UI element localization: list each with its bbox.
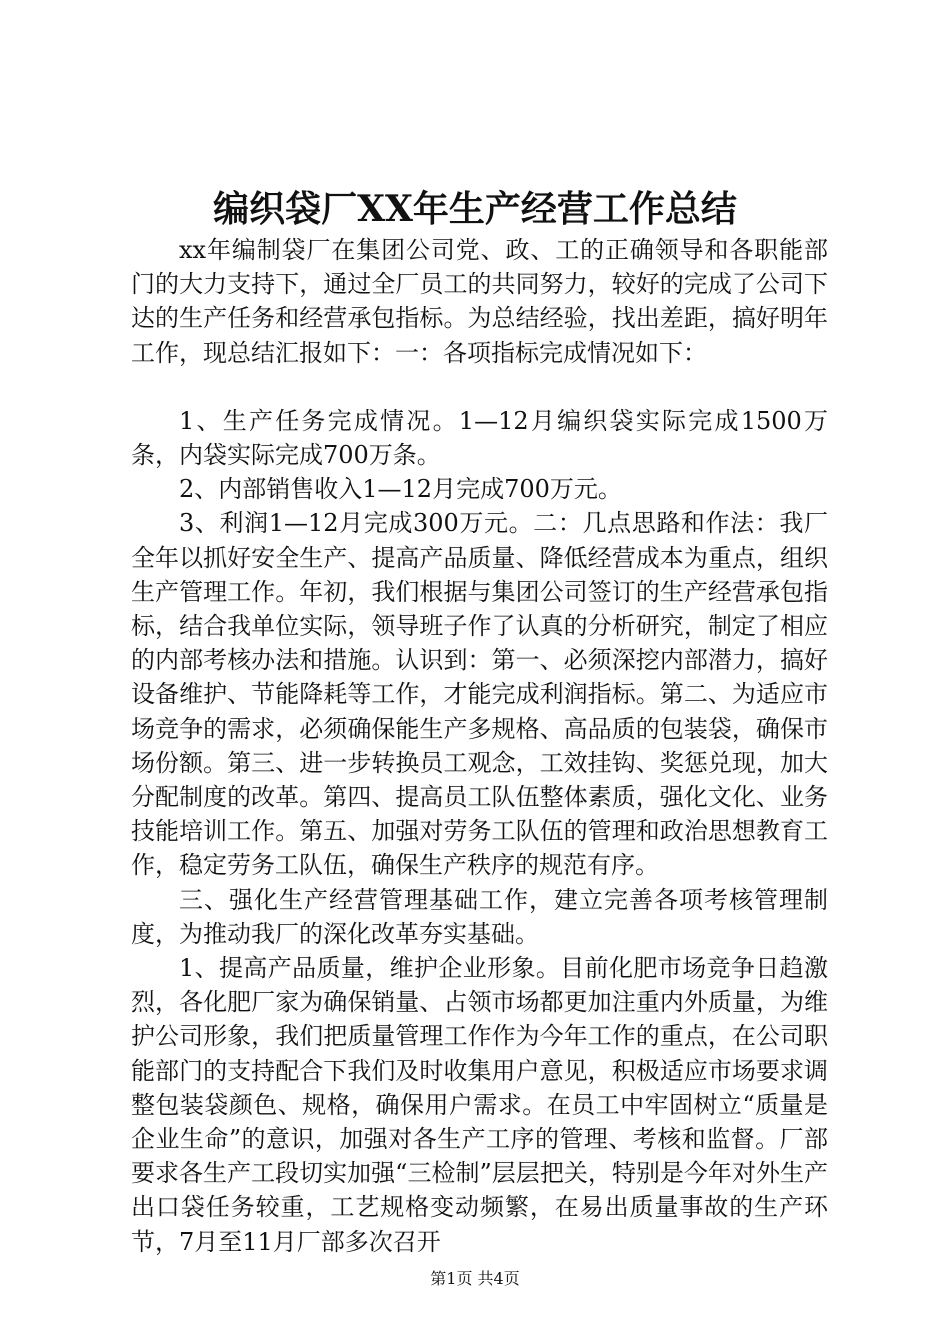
document-body [131,233,828,1259]
paragraph-intro: xx年编制袋厂在集团公司党、政、工的正确领导和各职能部门的大力支持下，通过全厂员工的共同努力，较好的完成了公司下达的生产任务和经营承包指标。为总结经验，找出差距，搞好明年工作，现总结汇报如下：一：各项指标完成情况如下： [131,236,828,367]
document-title: 编织袋厂XX年生产经营工作总结 [213,188,737,230]
paragraph-production-task: 1、生产任务完成情况。1—12月编织袋实际完成1500万条，内袋实际完成700万条。 [131,406,828,470]
paragraph-quality: 1、提高产品质量，维护企业形象。目前化肥市场竞争日趋激烈，各化肥厂家为确保销量、占领市场都更加注重内外质量，为维护公司形象，我们把质量管理工作作为今年工作的重点，在公司职能部门的支持配合下我们及时收集用户意见，积极适应市场要求调整包装袋颜色、规格，确保用户需求。在员工中牢固树立“质量是企业生命”的意识，加强对各生产工序的管理、考核和监督。厂部要求各生产工段切实加强“三检制”层层把关，特别是今年对外生产出口袋任务较重，工艺规格变动频繁，在易出质量事故的生产环节，7月至11月厂部多次召开 [131,954,828,1256]
paragraph-sales-income: 2、内部销售收入1—12月完成700万元。 [179,475,622,504]
paragraph-profit-and-approach: 3、利润1—12月完成300万元。二：几点思路和作法：我厂全年以抓好安全生产、提高产品质量、降低经营成本为重点，组织生产管理工作。年初，我们根据与集团公司签订的生产经营承包指标，结合我单位实际，领导班子作了认真的分析研究，制定了相应的内部考核办法和措施。认识到：第一、必须深挖内部潜力，搞好设备维护、节能降耗等工作，才能完成利润指标。第二、为适应市场竞争的需求，必须确保能生产多规格、高品质的包装袋，确保市场份额。第三、进一步转换员工观念，工效挂钩、奖惩兑现，加大分配制度的改革。第四、提高员工队伍整体素质，强化文化、业务技能培训工作。第五、加强对劳务工队伍的管理和政治思想教育工作，稳定劳务工队伍，确保生产秩序的规范有序。 [131,509,828,880]
page-footer: 第1页 共4页 [430,1269,520,1288]
paragraph-spacer [131,370,828,404]
paragraph-section-three: 三、强化生产经营管理基础工作，建立完善各项考核管理制度，为推动我厂的深化改革夯实基础。 [131,885,828,948]
